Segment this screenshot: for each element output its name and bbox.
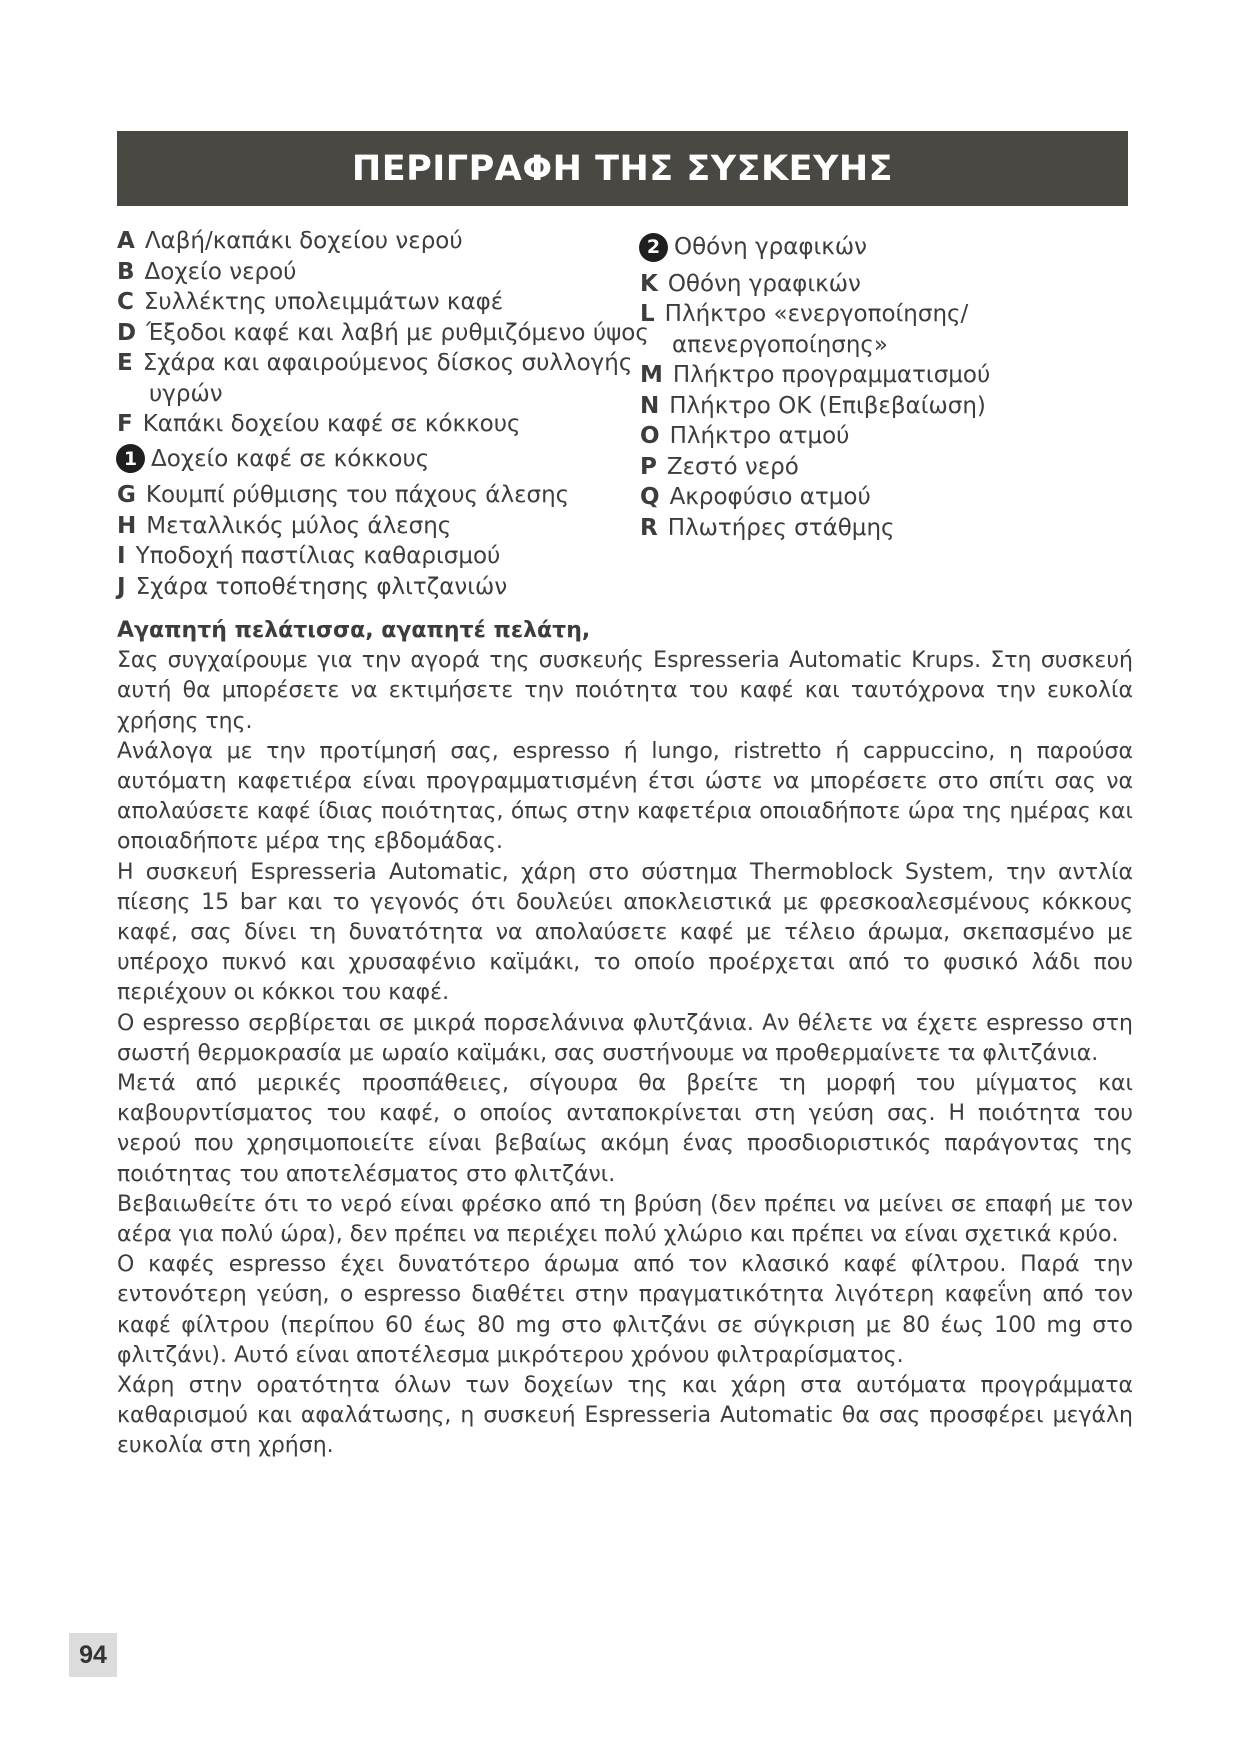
number-badge-icon: 1	[116, 444, 145, 473]
item-letter: A	[117, 228, 135, 254]
paragraph: Σας συγχαίρουμε για την αγορά της συσκευής Espresseria Automatic Krups. Στη συσκευή αυτή θα μπορέσετε να εκτιμήσετε την ποιότητα του καφέ και ταυτόχρονα την ευκολία χρήσης της.	[117, 648, 1133, 734]
list-item	[117, 511, 637, 542]
item-text: Πλήκτρο προγραμματισμού	[672, 362, 991, 388]
paragraph: Ο καφές espresso έχει δυνατότερο άρωμα από τον κλασικό καφέ φίλτρου. Παρά την εντονότερη γεύση, ο espresso διαθέτει στην πραγματικότητα λιγότερη καφεΐνη από τον καφέ φίλτρου (περίπου 60 έως 80 mg στο φλιτζάνι σε σύγκριση με 80 έως 100 mg στο φλιτζάνι). Αυτό είναι αποτέλεσμα μικρότερου χρόνου φιλτραρίσματος.	[117, 1252, 1133, 1368]
greeting-heading: Αγαπητή πελάτισσα, αγαπητέ πελάτη,	[117, 618, 591, 643]
item-text: Πλήκτρο «ενεργοποίησης/	[664, 301, 969, 327]
item-text: Καπάκι δοχείου καφέ σε κόκκους	[142, 411, 521, 437]
item-letter: E	[117, 350, 133, 376]
item-letter: M	[640, 362, 663, 388]
item-letter: H	[117, 512, 137, 539]
list-item	[117, 409, 637, 440]
item-letter: N	[640, 392, 660, 419]
item-text: Δοχείο νερού	[144, 258, 297, 285]
item-letter: B	[117, 258, 135, 285]
item-text: Πλήκτρο ατμού	[669, 423, 850, 449]
item-text: Συλλέκτης υπολειμμάτων καφέ	[143, 289, 504, 315]
item-text: Έξοδοι καφέ και λαβή με ρυθμιζόμενο ύψος	[146, 319, 649, 346]
item-text: Μεταλλικός μύλος άλεσης	[146, 512, 452, 539]
item-letter: D	[117, 319, 137, 346]
list-item	[640, 452, 1110, 483]
item-letter: J	[117, 573, 126, 600]
paragraph: Ανάλογα με την προτίμησή σας, espresso ή lungo, ristretto ή cappuccino, η παρούσα αυτόματη καφετιέρα είναι προγραμματισμένη έτσι ώστε να μπορέσετε στο σπίτι σας να απολαύσετε καφέ ίδιας ποιότητας, όπως στην καφετέρια οποιαδήποτε ώρα της ημέρας και οποιαδήποτε μέρα της εβδομάδας.	[117, 738, 1133, 855]
item-letter: F	[117, 411, 133, 437]
item-text: Κουμπί ρύθμισης του πάχους άλεσης	[145, 482, 570, 508]
list-item	[117, 318, 649, 349]
item-letter: G	[117, 482, 136, 508]
item-continuation: υγρών	[149, 380, 223, 407]
item-letter: Q	[640, 484, 660, 510]
item-text: Σχάρα και αφαιρούμενος δίσκος συλλογής	[142, 350, 633, 376]
item-text: Υποδοχή παστίλιας καθαρισμού	[135, 543, 501, 569]
list-item	[640, 360, 1110, 391]
paragraph: Μετά από μερικές προσπάθειες, σίγουρα θα βρείτε τη μορφή του μίγματος και καβουρντίσματος του καφέ, ο οποίος ανταποκρίνεται στη γεύση σας. Η ποιότητα του νερού που χρησιμοποιείτε είναι βεβαίως ακόμη ένας προσδιοριστικός παράγοντας της ποιότητας του αποτελέσματος στο φλιτζάνι.	[117, 1071, 1133, 1187]
parts-list-right	[640, 228, 1110, 543]
list-item	[117, 348, 637, 379]
list-item	[117, 226, 637, 257]
item-continuation: απενεργοποίησης»	[672, 331, 889, 358]
list-item	[640, 269, 1110, 300]
section-heading-1	[116, 444, 637, 475]
item-text: Ακροφύσιο ατμού	[669, 484, 871, 510]
item-letter: K	[640, 270, 658, 297]
section-heading-text: Δοχείο καφέ σε κόκκους	[151, 445, 430, 472]
item-letter: P	[640, 453, 657, 480]
item-text: Ζεστό νερό	[666, 453, 799, 480]
page-number: 94	[79, 1640, 107, 1669]
item-letter: C	[117, 289, 134, 315]
section-heading-2	[639, 232, 1110, 263]
intro-text	[117, 616, 1133, 1462]
list-item	[117, 257, 637, 288]
page-title: ΠΕΡΙΓΡΑΦΗ ΤΗΣ ΣΥΣΚΕΥΗΣ	[351, 148, 894, 189]
paragraph: Ο espresso σερβίρεται σε μικρά πορσελάνινα φλυτζάνια. Αν θέλετε να έχετε espresso στη σωστή θερμοκρασία με ωραίο καϊμάκι, σας συστήνουμε να προθερμαίνετε τα φλιτζάνια.	[117, 1010, 1133, 1066]
list-item	[117, 572, 637, 603]
item-letter: R	[640, 514, 658, 541]
list-item	[640, 299, 1110, 330]
paragraph: Χάρη στην ορατότητα όλων των δοχείων της και χάρη στα αυτόματα προγράμματα καθαρισμού και αφαλάτωσης, η συσκευή Espresseria Automatic θα σας προσφέρει μεγάλη ευκολία στη χρήση.	[117, 1373, 1133, 1459]
parts-list-left	[117, 226, 649, 602]
item-letter: L	[640, 301, 655, 327]
item-text: Λαβή/καπάκι δοχείου νερού	[144, 228, 463, 254]
item-letter: O	[640, 423, 660, 449]
section-title-bar	[117, 131, 1128, 206]
item-text: Σχάρα τοποθέτησης φλιτζανιών	[135, 573, 508, 600]
list-item	[640, 421, 1110, 452]
paragraph: Βεβαιωθείτε ότι το νερό είναι φρέσκο από τη βρύση (δεν πρέπει να μείνει σε επαφή με τον αέρα για πολύ ώρα), δεν πρέπει να περιέχει πολύ χλώριο και πρέπει να είναι σχετικά κρύο.	[117, 1191, 1133, 1248]
list-item	[640, 391, 1110, 422]
list-item	[117, 287, 637, 318]
item-text: Πλήκτρο ΟΚ (Επιβεβαίωση)	[669, 392, 986, 419]
item-text: Πλωτήρες στάθμης	[667, 514, 895, 541]
item-text: Οθόνη γραφικών	[667, 270, 861, 297]
list-item	[117, 480, 637, 511]
list-item	[640, 513, 1110, 544]
page-number-box	[69, 1633, 117, 1677]
paragraph: Η συσκευή Espresseria Automatic, χάρη στο σύστημα Thermoblock System, την αντλία πίεσης 15 bar και το γεγονός ότι δουλεύει αποκλειστικά με φρεσκοαλεσμένους κόκκους καφέ, σας δίνει τη δυνατότητα να απολαύσετε καφέ με τέλειο άρωμα, σκεπασμένο με υπέροχο πυκνό και χρυσαφένιο καϊμάκι, το οποίο προέρχεται από το φυσικό λάδι που περιέχουν οι κόκκοι του καφέ.	[117, 859, 1133, 1006]
list-item	[117, 541, 637, 572]
item-letter: I	[117, 543, 126, 569]
list-item	[640, 482, 1110, 513]
number-badge-icon: 2	[639, 233, 668, 262]
section-heading-text: Οθόνη γραφικών	[674, 234, 867, 260]
